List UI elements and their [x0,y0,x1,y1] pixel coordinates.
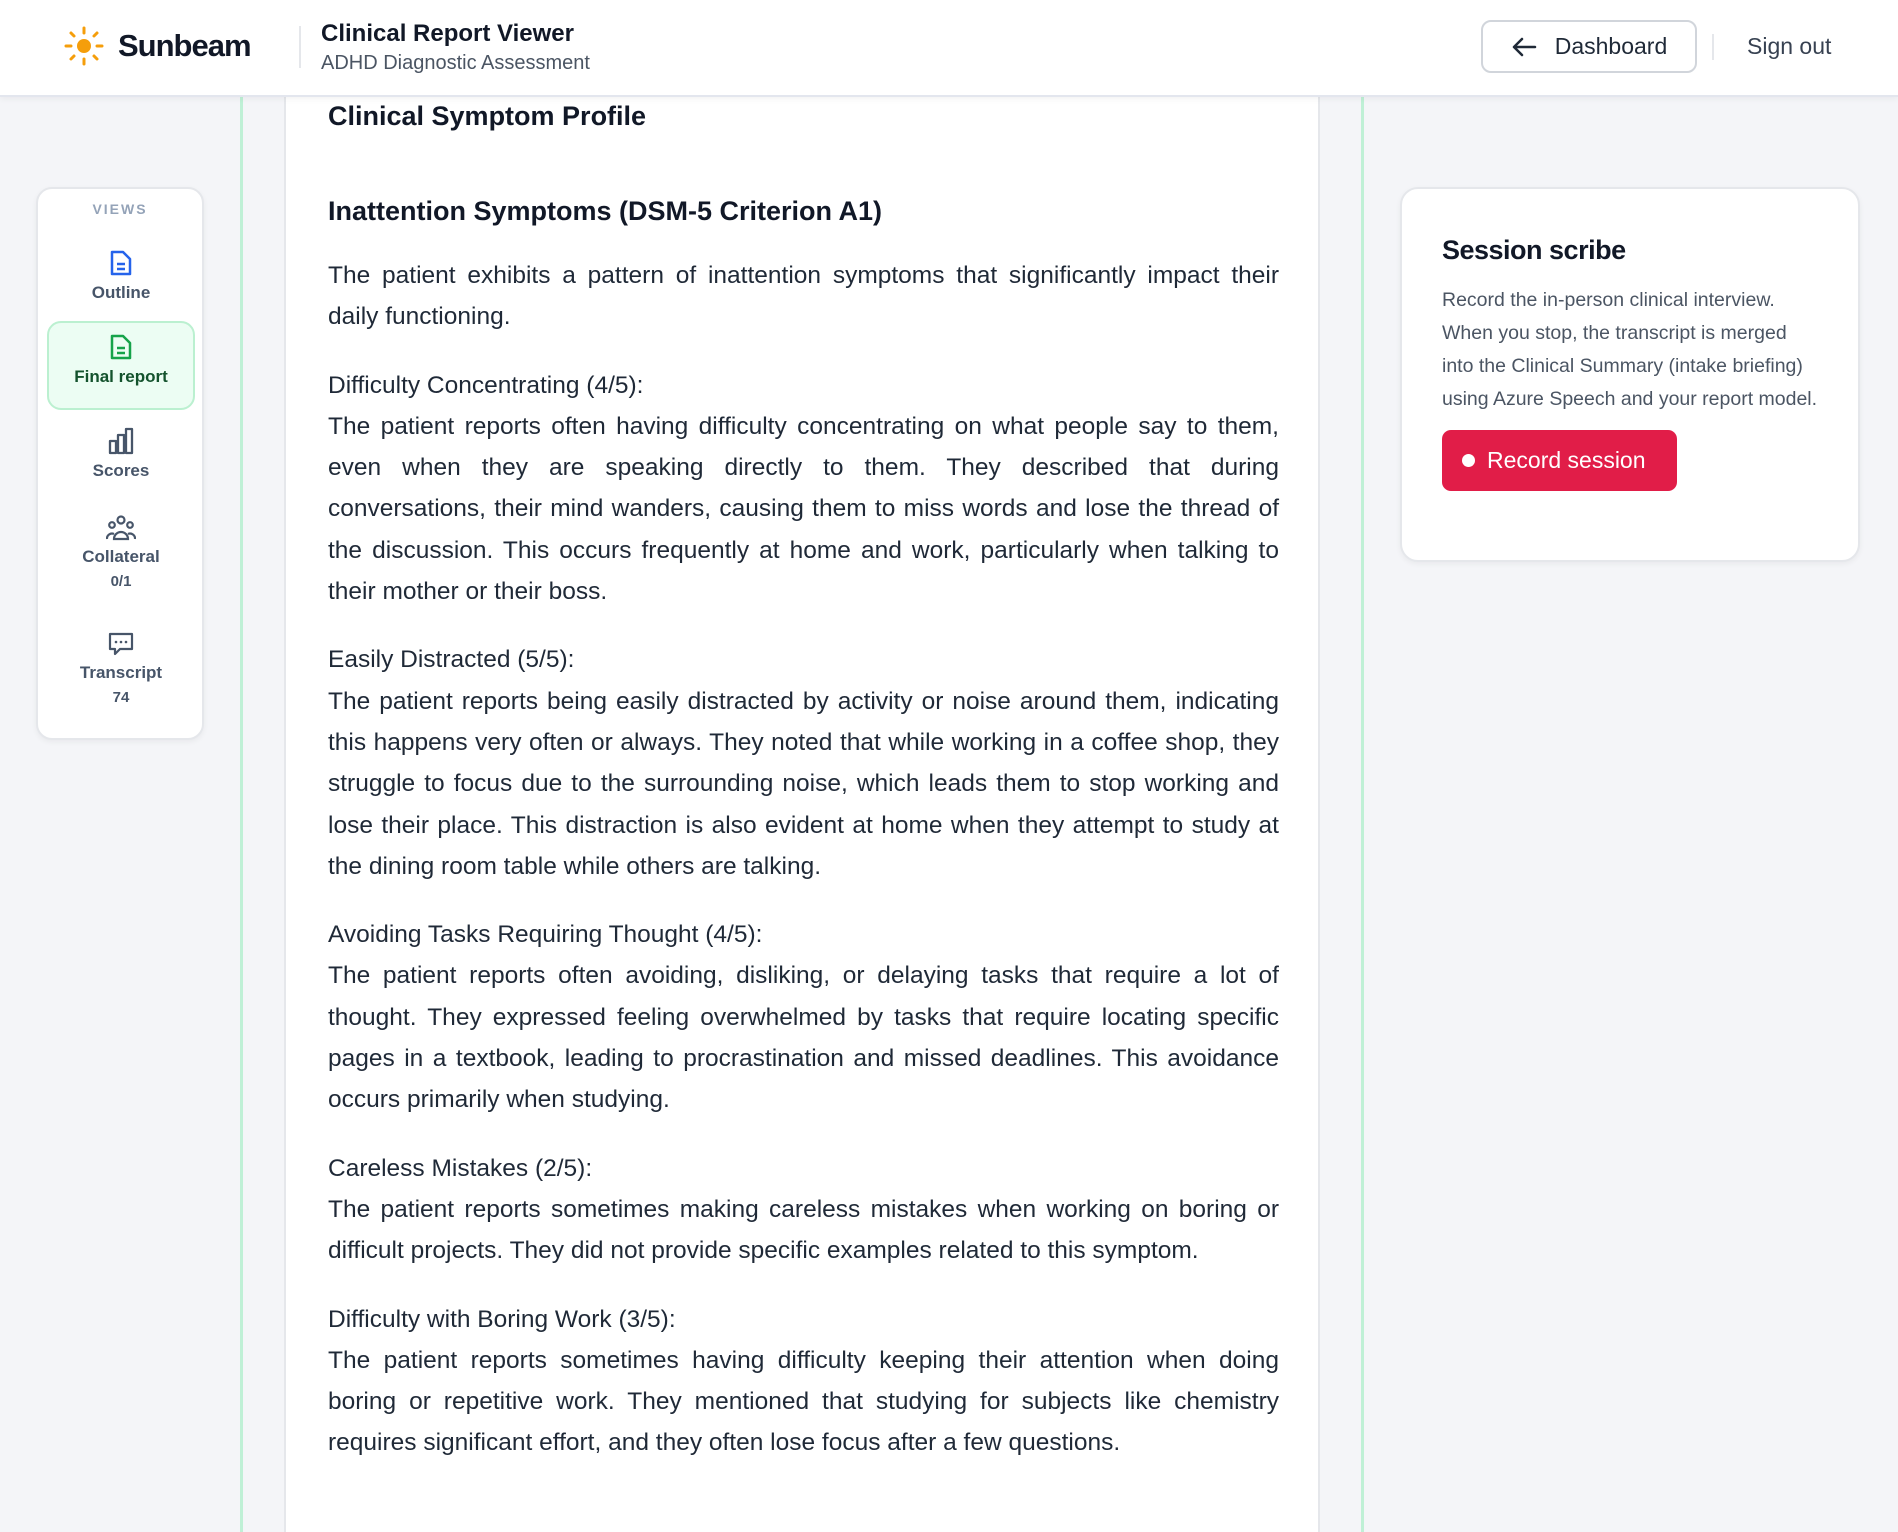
report-panel [284,97,1320,1532]
symptom-item [328,1299,1279,1464]
symptom-text: The patient reports often avoiding, disliking, or delaying tasks that require a lot of thought. They expressed feeling overwhelmed by tasks that require locating specific pages in a textbook, leading to procrastination and missed deadlines. This avoidance occurs primarily when studying. [328,962,1279,1114]
symptom-label: Difficulty Concentrating (4/5): [328,371,644,399]
symptom-text: The patient reports being easily distracted by activity or noise around them, indicating this happens very often or always. They noted that while working in a coffee shop, they struggle to focus due to the surrounding noise, which leads them to stop working and lose their place. This distraction is also evident at home when they attempt to study at the dining room table while others are talking. [328,687,1279,880]
subsection-title: Inattention Symptoms (DSM-5 Criterion A1) [328,196,883,226]
nav-item-final-report[interactable]: Final report [47,321,195,410]
views-heading: VIEWS [92,201,148,217]
divider [1712,34,1714,60]
symptom-item [328,365,1279,613]
dashboard-button[interactable] [1481,20,1697,73]
views-nav [36,187,204,740]
chat-bubble-icon [107,631,135,657]
record-session-button[interactable] [1442,430,1677,491]
page-title: Clinical Report Viewer [321,20,574,47]
report-body [328,97,1279,1491]
column-divider [240,97,243,1532]
symptom-label: Easily Distracted (5/5): [328,646,575,674]
nav-item-collateral[interactable]: Collateral 0/1 [47,505,195,605]
arrow-left-icon [1511,36,1537,58]
session-scribe-card [1400,187,1860,562]
record-dot-icon [1462,454,1475,467]
brand-name: Sunbeam [118,28,251,63]
section-title: Clinical Symptom Profile [328,101,647,131]
dashboard-label: Dashboard [1554,33,1668,59]
column-divider [1361,97,1364,1532]
scribe-description: Record the in-person clinical interview. When you stop, the transcript is merged into the Clinical Summary (intake briefing) using Azure Speech and your report model. [1442,289,1818,410]
scribe-title: Session scribe [1442,235,1626,265]
document-icon [109,333,133,361]
divider [299,26,301,68]
nav-item-scores[interactable]: Scores [47,417,195,497]
nav-item-outline[interactable]: Outline [47,239,195,325]
logo[interactable] [64,26,251,66]
sign-out-link[interactable]: Sign out [1747,33,1832,59]
symptom-label: Difficulty with Boring Work (3/5): [328,1305,676,1333]
nav-item-transcript[interactable]: Transcript 74 [47,621,195,721]
intro-paragraph: The patient exhibits a pattern of inattention symptoms that significantly impact their daily functioning. [328,262,1279,331]
record-label: Record session [1487,447,1646,473]
symptom-label: Careless Mistakes (2/5): [328,1154,593,1182]
symptom-item [328,1148,1279,1272]
users-icon [106,515,136,541]
page-subtitle: ADHD Diagnostic Assessment [321,52,590,74]
symptom-text: The patient reports often having difficulty concentrating on what people say to them, even when they are speaking directly to them. They described that during conversations, their mind wanders, causing them to miss words and lose the thread of the discussion. This occurs frequently at home and work, particularly when talking to their mother or their boss. [328,412,1279,606]
document-icon [109,249,133,277]
sun-icon [64,26,104,66]
symptom-item [328,639,1279,887]
symptom-item [328,914,1279,1120]
symptom-label: Avoiding Tasks Requiring Thought (4/5): [328,921,763,949]
app-header [0,0,1898,97]
symptom-text: The patient reports sometimes having difficulty keeping their attention when doing boring or repetitive work. They mentioned that studying for subjects like chemistry requires significant effort, and they often lose focus after a few questions. [328,1346,1279,1457]
symptom-text: The patient reports sometimes making careless mistakes when working on boring or difficult projects. They did not provide specific examples related to this symptom. [328,1195,1279,1265]
bar-chart-icon [107,427,135,455]
